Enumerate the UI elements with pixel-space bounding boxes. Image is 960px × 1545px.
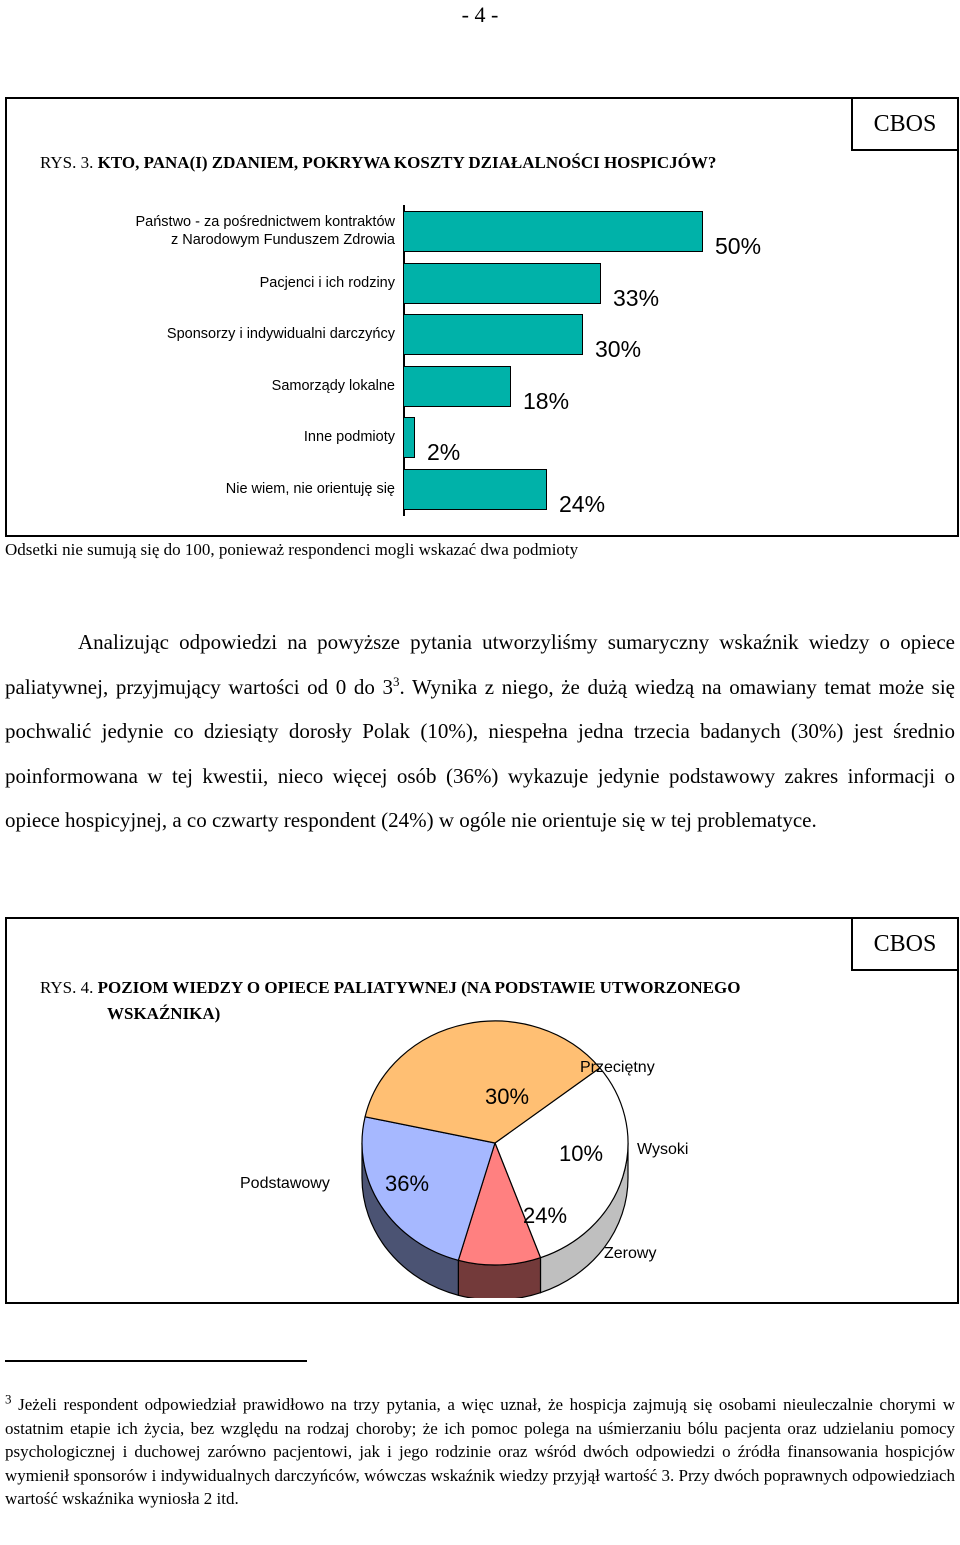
bar-label-line: Sponsorzy i indywidualni darczyńcy: [166, 326, 395, 342]
bar-value-label: 33%: [613, 284, 660, 311]
bar-value-label: 30%: [595, 336, 642, 362]
bar-label-line: Nie wiem, nie orientuję się: [225, 480, 395, 497]
bar-value-label: 50%: [715, 233, 762, 259]
bar-label: [226, 480, 395, 498]
bar-label-line: Inne podmioty: [303, 429, 395, 445]
page-number: - 4 -: [461, 2, 499, 27]
bar: [403, 211, 703, 252]
footnote: [5, 1393, 955, 1511]
bar-label-line: Państwo - za pośrednictwem kontraktów: [135, 214, 395, 230]
figure-note: Odsetki nie sumują się do 100, ponieważ respondenci mogli wskazać dwa podmioty: [5, 540, 579, 559]
footnote-mark: 3: [5, 1391, 12, 1407]
cbos-logo: CBOS: [851, 919, 957, 971]
footnote-ref: 3: [392, 673, 400, 689]
bar-label: [260, 274, 395, 292]
pie-percent-label: 10%: [559, 1141, 604, 1166]
pie-category-label: Wysoki: [637, 1141, 689, 1158]
figure-title-line2: WSKAŹNIKA): [107, 1004, 221, 1023]
pie-category-label: Zerowy: [604, 1245, 657, 1262]
bar: [403, 469, 547, 510]
pie-chart: [7, 919, 953, 1298]
figure-number: RYS. 3.: [40, 153, 98, 172]
bar: [403, 417, 415, 458]
bar: [403, 366, 511, 407]
bar-value-label: 24%: [559, 490, 606, 517]
pie-percent-label: 24%: [523, 1203, 568, 1228]
bar-value-label: 2%: [427, 439, 461, 465]
bar-label: [304, 428, 395, 446]
pie-percent-label: 30%: [485, 1084, 530, 1109]
bar-value-label: 18%: [523, 387, 570, 414]
figure-cost-coverage: [5, 97, 959, 537]
bar-label-line: z Narodowym Funduszem Zdrowia: [170, 232, 395, 248]
paragraph-part1: Analizując odpowiedzi na powyższe pytania utworzyliśmy sumaryczny wskaźnik wiedzy o opiece paliatywnej, przyjmujący wartości od 0 do 3: [5, 630, 955, 699]
paragraph-part2: . Wynika z niego, że dużą wiedzą na omawiany temat może się pochwalić jedynie co dziesiąty dorosły Polak (10%), niespełna jedna trzecia badanych (30%) jest średnio poinformowana w tej kwestii, nieco więcej osób (36%) wykazuje jedynie podstawowy zakres informacji o opiece hospicyjnej, a co czwarty respondent (24%) w ogóle nie orientuje się w tej problematyce.: [5, 674, 955, 832]
bar-label: [136, 213, 396, 249]
bar-label-line: Pacjenci i ich rodziny: [259, 274, 395, 291]
pie-percent-label: 36%: [385, 1171, 430, 1196]
footnote-rule: [5, 1360, 307, 1362]
bar-label: [272, 377, 395, 395]
bar-label: [167, 325, 395, 343]
pie-category-label: Przeciętny: [580, 1059, 655, 1076]
figure-knowledge-level: [5, 917, 959, 1304]
footnote-text: Jeżeli respondent odpowiedział prawidłowo na trzy pytania, a więc uznał, że hospicja zajmują się osobami nieuleczalnie chorymi w ostatnim etapie ich życia, bez względu na rodzaj choroby; że ich pomoc polega na uśmierzaniu bólu pacjenta oraz udzielaniu pomocy psychologicznej i duchowej zarówno pacjentowi, jak i jego rodzinie oraz wśród dwóch odpowiedzi o źródła finansowania hospicjów wymienił sponsorów i indywidualnych darczyńców, wówczas wskaźnik wiedzy przyjął wartość 3. Przy dwóch poprawnych odpowiedziach wartość wskaźnika wyniosła 2 itd.: [5, 1395, 955, 1508]
figure-title-text: KTO, PANA(I) ZDANIEM, POKRYWA KOSZTY DZIAŁALNOŚCI HOSPICJÓW?: [97, 153, 717, 172]
figure-title-line1: POZIOM WIEDZY O OPIECE PALIATYWNEJ (NA PODSTAWIE UTWORZONEGO: [97, 978, 741, 997]
bar: [403, 263, 601, 304]
body-paragraph: [5, 620, 955, 843]
pie-category-label: Podstawowy: [240, 1175, 330, 1192]
cbos-logo: CBOS: [851, 99, 957, 151]
bar-label-line: Samorządy lokalne: [271, 377, 395, 394]
figure-title: [40, 153, 716, 173]
bar: [403, 314, 583, 355]
figure-number: RYS. 4.: [40, 978, 98, 997]
